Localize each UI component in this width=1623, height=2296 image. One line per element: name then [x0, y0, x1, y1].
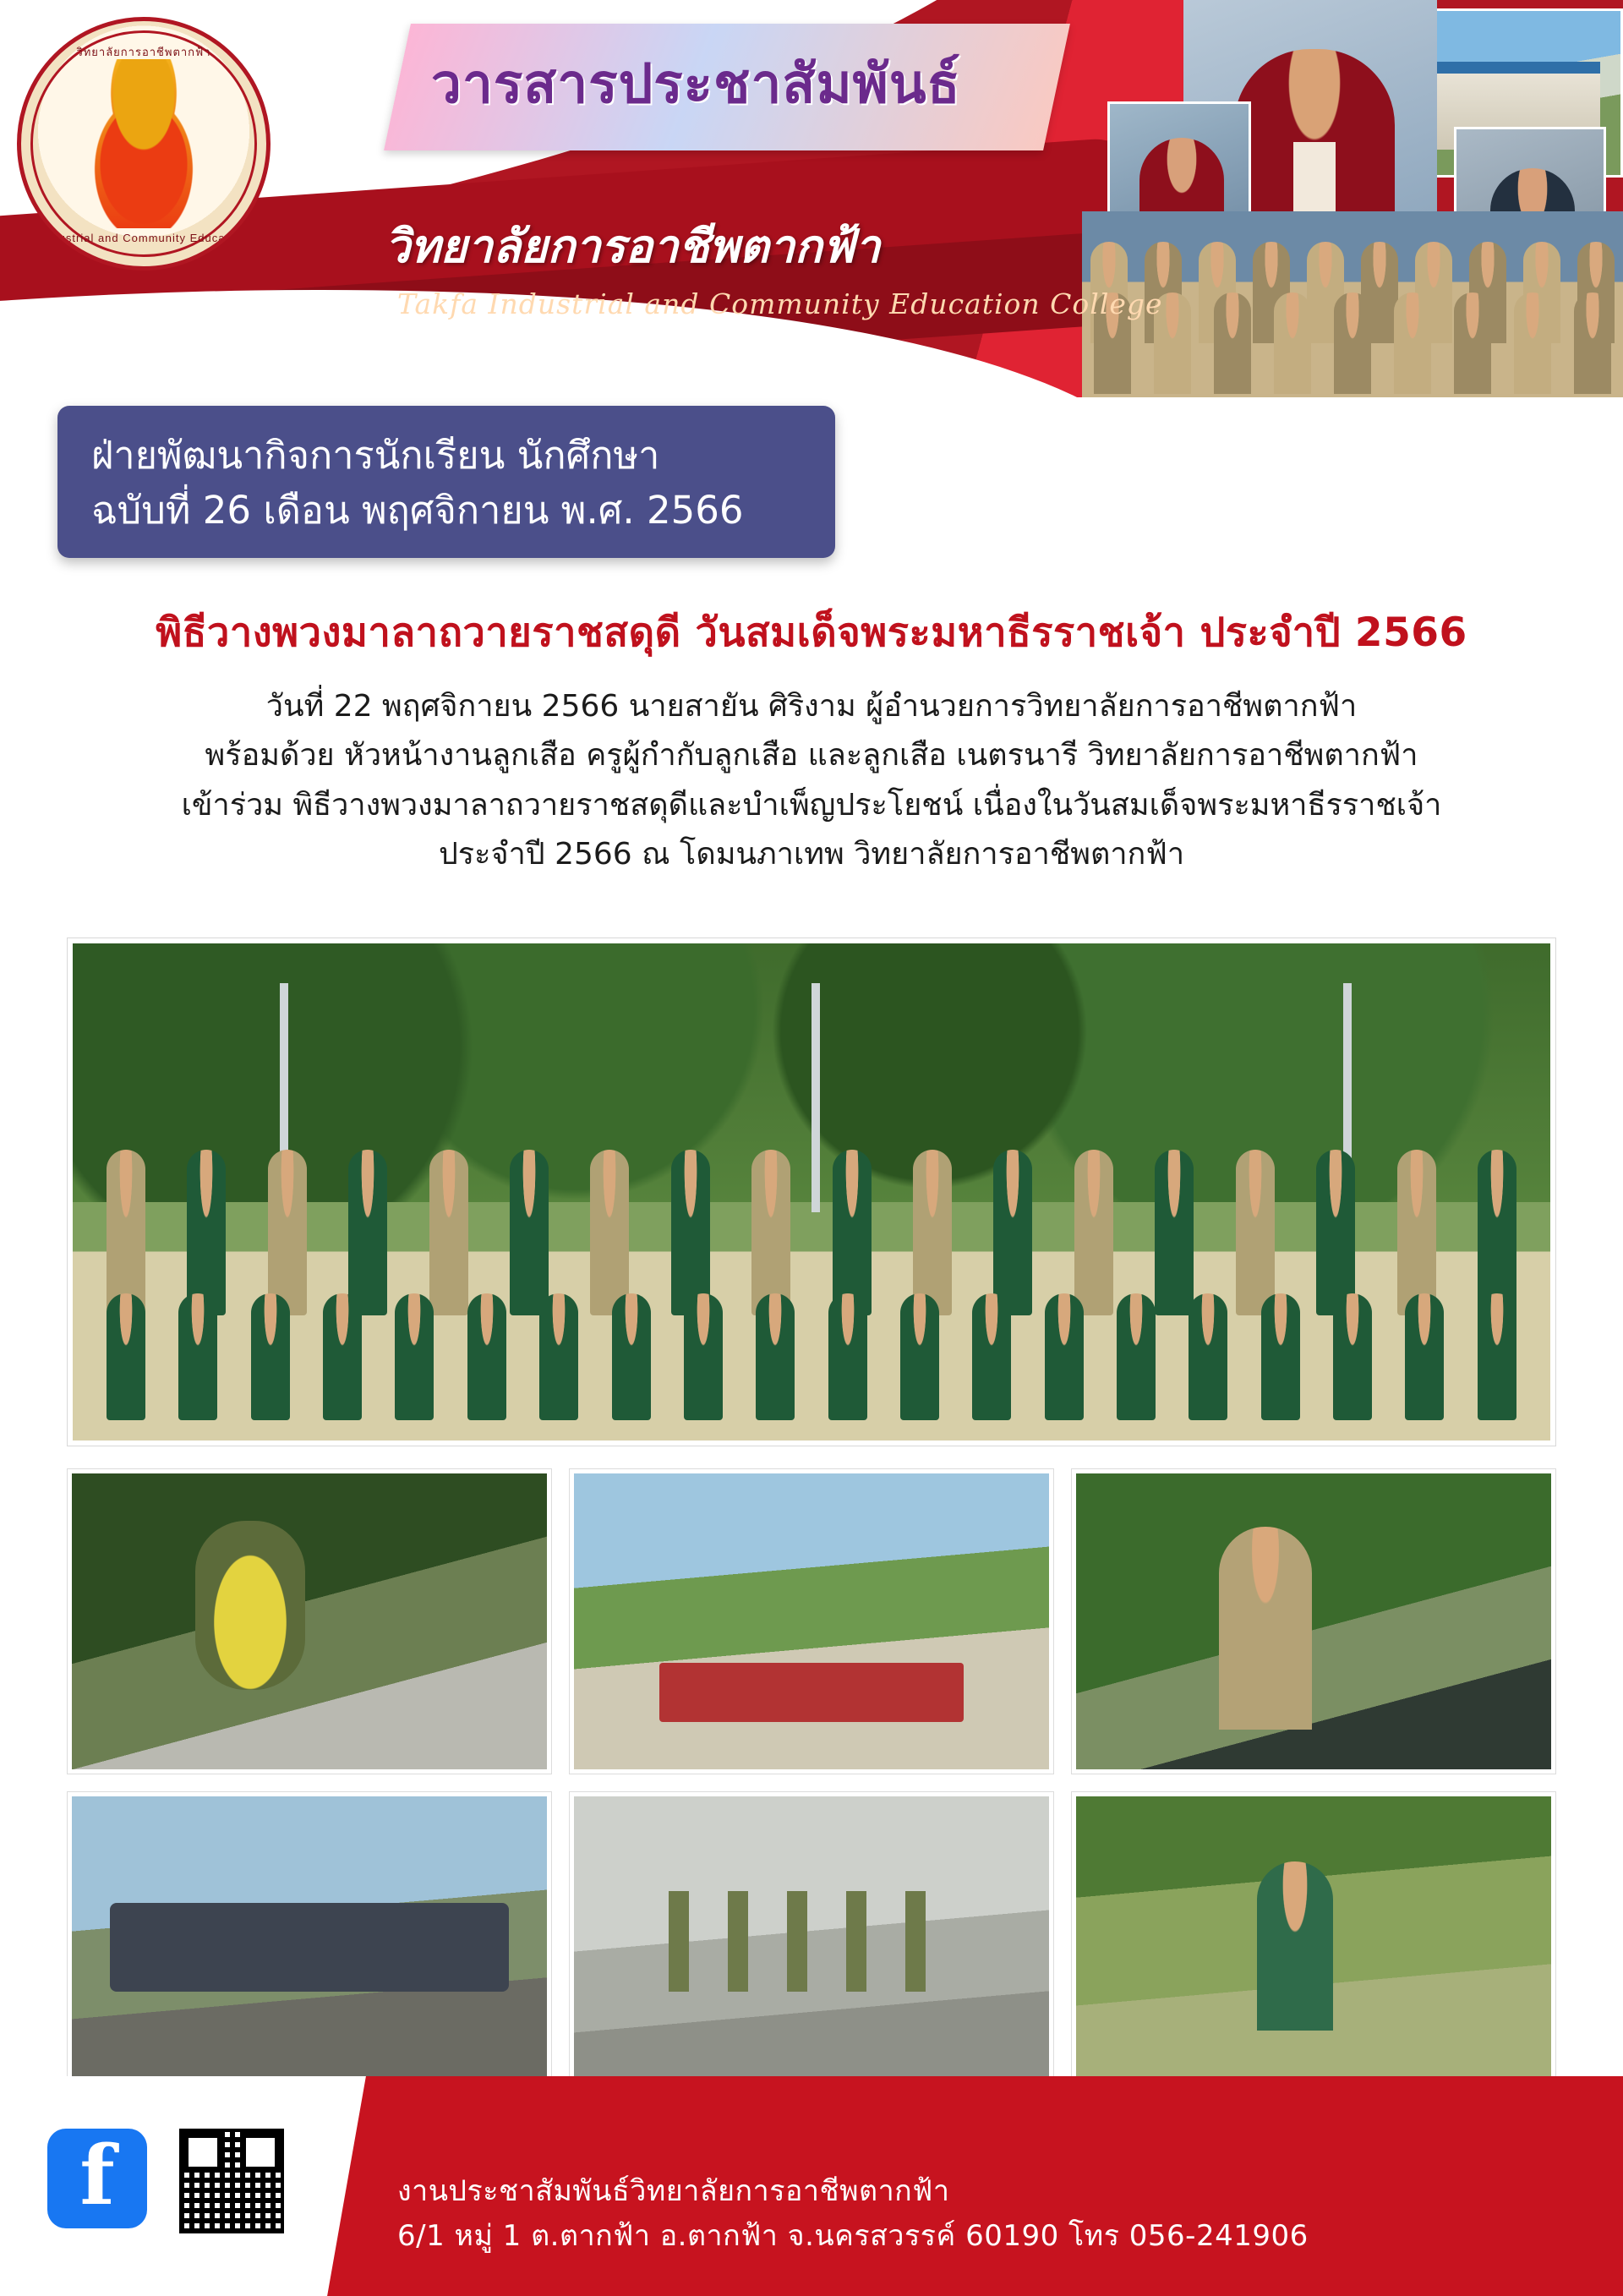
photo-royal-tribute-ceremony — [570, 1469, 1053, 1774]
article-section — [0, 600, 1623, 879]
issue-label: ฉบับที่ 26 เดือน พฤศจิกายน พ.ศ. 2566 — [91, 488, 744, 533]
scout-rows — [73, 1150, 1550, 1420]
qr-code-icon[interactable] — [176, 2125, 287, 2237]
page-footer — [0, 2076, 1623, 2296]
newsletter-title: วารสารประชาสัมพันธ์ — [431, 53, 961, 116]
department-label: ฝ่ายพัฒนากิจการนักเรียน นักศึกษา — [91, 433, 660, 478]
seal-emblem-icon — [68, 59, 220, 228]
college-seal-logo — [17, 17, 270, 271]
photo-volunteer-grass-cutting — [1072, 1792, 1555, 2096]
college-name-thai: วิทยาลัยการอาชีพตากฟ้า — [385, 220, 881, 273]
photo-section — [0, 938, 1623, 2096]
article-body-line: ประจำปี 2566 ณ โดมนภาเทพ วิทยาลัยการอาชีพตากฟ้า — [438, 836, 1185, 872]
facebook-icon[interactable]: f — [47, 2129, 147, 2228]
page-header — [0, 0, 1623, 397]
footer-contact — [397, 2169, 1309, 2258]
article-body-line: พร้อมด้วย หัวหน้างานลูกเสือ ครูผู้กำกับลูกเสือ และลูกเสือ เนตรนารี วิทยาลัยการอาชีพตากฟ้า — [205, 738, 1418, 774]
photo-volunteer-parking-area — [68, 1792, 551, 2096]
college-name-english: Takfa Industrial and Community Education College — [397, 287, 1163, 320]
photo-volunteer-dome-cleaning — [570, 1792, 1053, 2096]
header-photo-collage — [981, 0, 1623, 397]
photo-wreath-ceremony — [68, 1469, 551, 1774]
issue-plaque — [57, 406, 835, 558]
seal-text-bottom: Industrial and Community Education — [41, 232, 247, 244]
seal-text-top: วิทยาลัยการอาชีพตากฟ้า — [76, 46, 211, 58]
article-body-line: เข้าร่วม พิธีวางพวงมาลาถวายราชสดุดีและบำเพ็ญประโยชน์ เนื่องในวันสมเด็จพระมหาธีรราชเจ้า — [181, 787, 1442, 823]
photo-scout-leader-report — [1072, 1469, 1555, 1774]
article-headline: พิธีวางพวงมาลาถวายราชสดุดี วันสมเด็จพระมหาธีรราชเจ้า ประจำปี 2566 — [156, 610, 1467, 656]
photo-grid — [68, 1469, 1555, 2096]
article-body — [0, 682, 1623, 879]
article-body-line: วันที่ 22 พฤศจิกายน 2566 นายสายัน ศิริงาม ผู้อำนวยการวิทยาลัยการอาชีพตากฟ้า — [265, 689, 1358, 724]
scout-row-back — [73, 1150, 1550, 1315]
main-group-photo — [68, 938, 1555, 1446]
group-photo — [1082, 211, 1623, 397]
group-photo-front-row — [1082, 292, 1623, 394]
footer-address-line: 6/1 หมู่ 1 ต.ตากฟ้า อ.ตากฟ้า จ.นครสวรรค์ 60190 โทร 056-241906 — [397, 2218, 1309, 2253]
footer-org-line: งานประชาสัมพันธ์วิทยาลัยการอาชีพตากฟ้า — [397, 2174, 950, 2208]
